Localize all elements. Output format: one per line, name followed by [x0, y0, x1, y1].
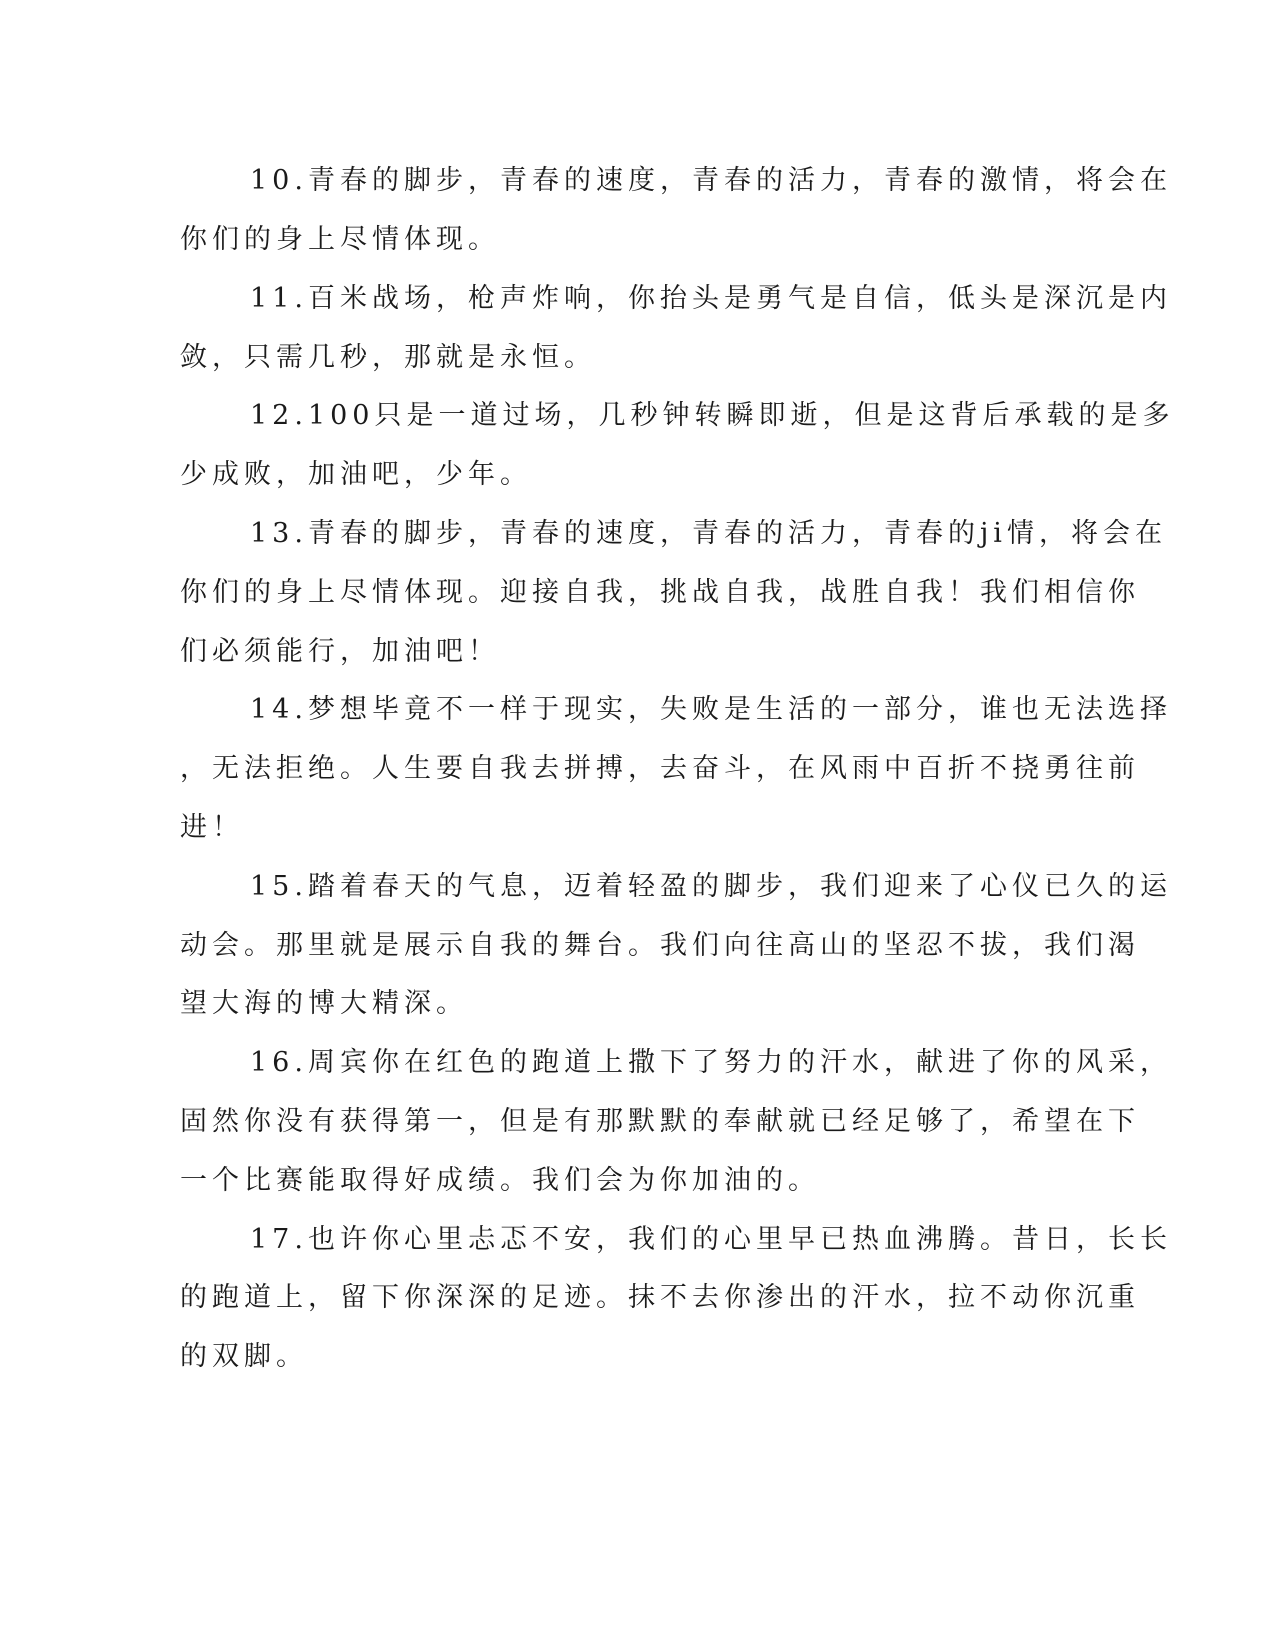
paragraph-line: 固然你没有获得第一，但是有那默默的奉献就已经足够了，希望在下 [180, 1106, 1140, 1137]
paragraph-line: 少成败，加油吧，少年。 [180, 459, 532, 490]
paragraph-line: 11.百米战场，枪声炸响，你抬头是勇气是自信，低头是深沉是内 [250, 283, 1172, 314]
paragraph-line: 们必须能行，加油吧！ [180, 636, 500, 667]
paragraph-line: 进！ [180, 812, 244, 843]
paragraph-line: 的跑道上，留下你深深的足迹。抹不去你渗出的汗水，拉不动你沉重 [180, 1282, 1140, 1313]
paragraph-line: 15.踏着春天的气息，迈着轻盈的脚步，我们迎来了心仪已久的运 [250, 871, 1172, 902]
paragraph-line: 动会。那里就是展示自我的舞台。我们向往高山的坚忍不拔，我们渴 [180, 930, 1140, 961]
paragraph-line: 敛，只需几秒，那就是永恒。 [180, 342, 596, 373]
paragraph-line: 望大海的博大精深。 [180, 988, 468, 1019]
paragraph-line: 一个比赛能取得好成绩。我们会为你加油的。 [180, 1165, 820, 1196]
paragraph-line: 16.周宾你在红色的跑道上撒下了努力的汗水，献进了你的风采， [250, 1047, 1172, 1078]
paragraph-line: 你们的身上尽情体现。 [180, 224, 500, 255]
paragraph-line: 的双脚。 [180, 1341, 308, 1372]
paragraph-line: 14.梦想毕竟不一样于现实，失败是生活的一部分，谁也无法选择 [250, 694, 1172, 725]
paragraph-line: 13.青春的脚步，青春的速度，青春的活力，青春的ji情，将会在 [250, 518, 1167, 549]
paragraph-line: 10.青春的脚步，青春的速度，青春的活力，青春的激情，将会在 [250, 165, 1172, 196]
paragraph-line: 17.也许你心里忐忑不安，我们的心里早已热血沸腾。昔日，长长 [250, 1224, 1172, 1255]
paragraph-line: 12.100只是一道过场，几秒钟转瞬即逝，但是这背后承载的是多 [250, 400, 1175, 431]
paragraph-line: 你们的身上尽情体现。迎接自我，挑战自我，战胜自我！我们相信你 [180, 577, 1140, 608]
paragraph-line: ，无法拒绝。人生要自我去拼搏，去奋斗，在风雨中百折不挠勇往前 [180, 753, 1140, 784]
